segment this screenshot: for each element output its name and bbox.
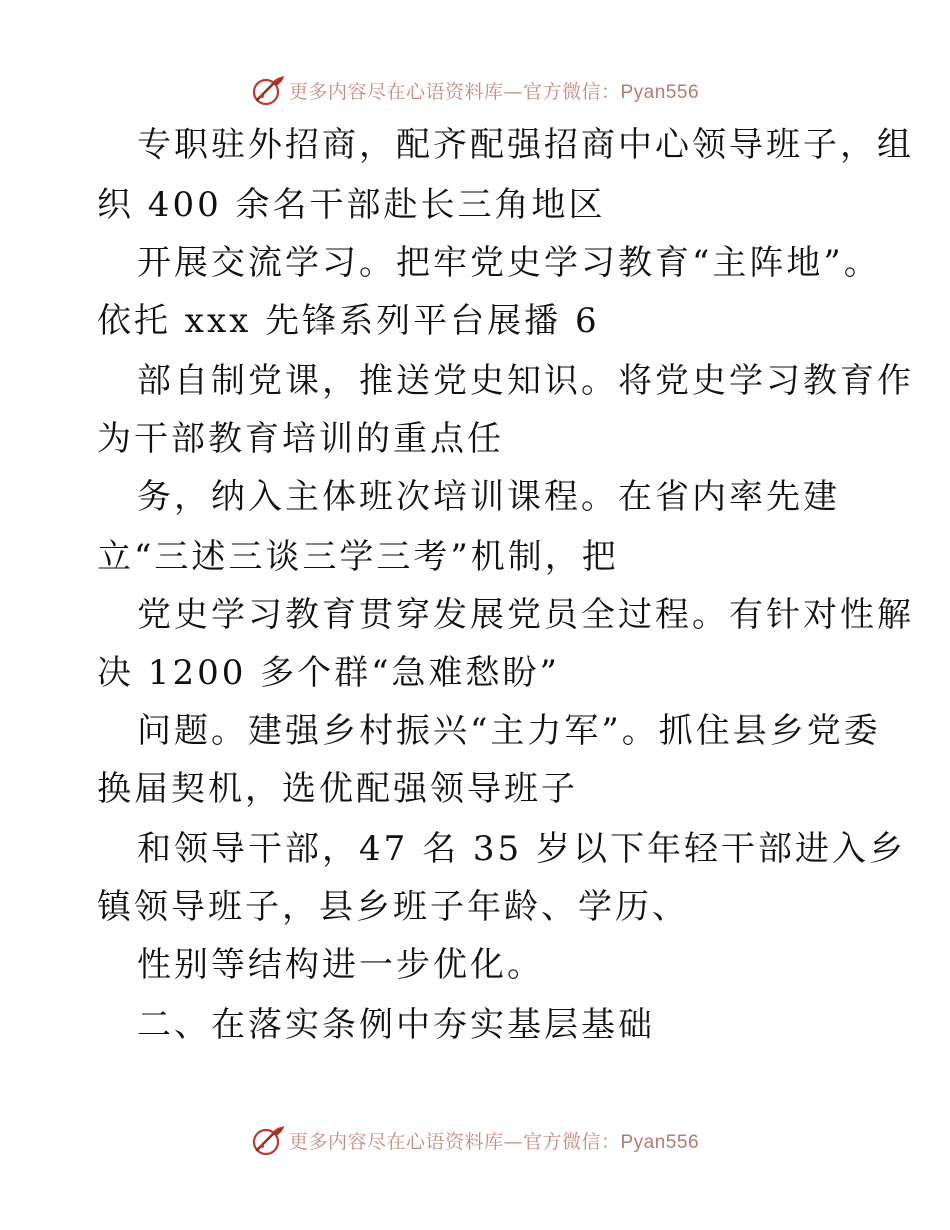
- header-banner-text: [289, 77, 699, 104]
- body-line: 为干部教育培训的重点任: [97, 419, 504, 459]
- section-heading: 二、在落实条例中夯实基层基础: [137, 1005, 655, 1045]
- body-line: 决 1200 多个群“急难愁盼”: [97, 653, 560, 693]
- body-line: 务，纳入主体班次培训课程。在省内率先建: [137, 477, 840, 517]
- quill-pen-logo-icon: [251, 1123, 285, 1157]
- body-line: 部自制党课，推送党史知识。将党史学习教育作: [137, 361, 914, 401]
- body-line: 专职驻外招商，配齐配强招商中心领导班子，组: [137, 125, 914, 165]
- footer-wechat-id: Pyan556: [620, 1131, 700, 1153]
- body-line: 性别等结构进一步优化。: [137, 945, 544, 985]
- body-line: 问题。建强乡村振兴“主力军”。抓住县乡党委: [137, 711, 881, 751]
- body-line: 和领导干部，47 名 35 岁以下年轻干部进入乡: [137, 829, 906, 869]
- body-line: 党史学习教育贯穿发展党员全过程。有针对性解: [137, 595, 914, 635]
- body-line: 换届契机，选优配强领导班子: [97, 769, 578, 809]
- header-wechat-id: Pyan556: [620, 81, 700, 103]
- body-line: 镇领导班子，县乡班子年龄、学历、: [97, 887, 689, 927]
- body-line: 依托 xxx 先锋系列平台展播 6: [97, 301, 600, 341]
- footer-banner: [0, 1122, 950, 1158]
- header-banner-label: 更多内容尽在心语资料库—官方微信：: [288, 80, 621, 103]
- footer-banner-text: [289, 1127, 699, 1154]
- body-line: 开展交流学习。把牢党史学习教育“主阵地”。: [137, 243, 881, 283]
- body-line: 织 400 余名干部赴长三角地区: [97, 185, 606, 225]
- header-banner: [0, 72, 950, 108]
- body-line: 立“三述三谈三学三考”机制，把: [97, 537, 619, 577]
- footer-banner-label: 更多内容尽在心语资料库—官方微信：: [288, 1130, 621, 1153]
- quill-pen-logo-icon: [251, 73, 285, 107]
